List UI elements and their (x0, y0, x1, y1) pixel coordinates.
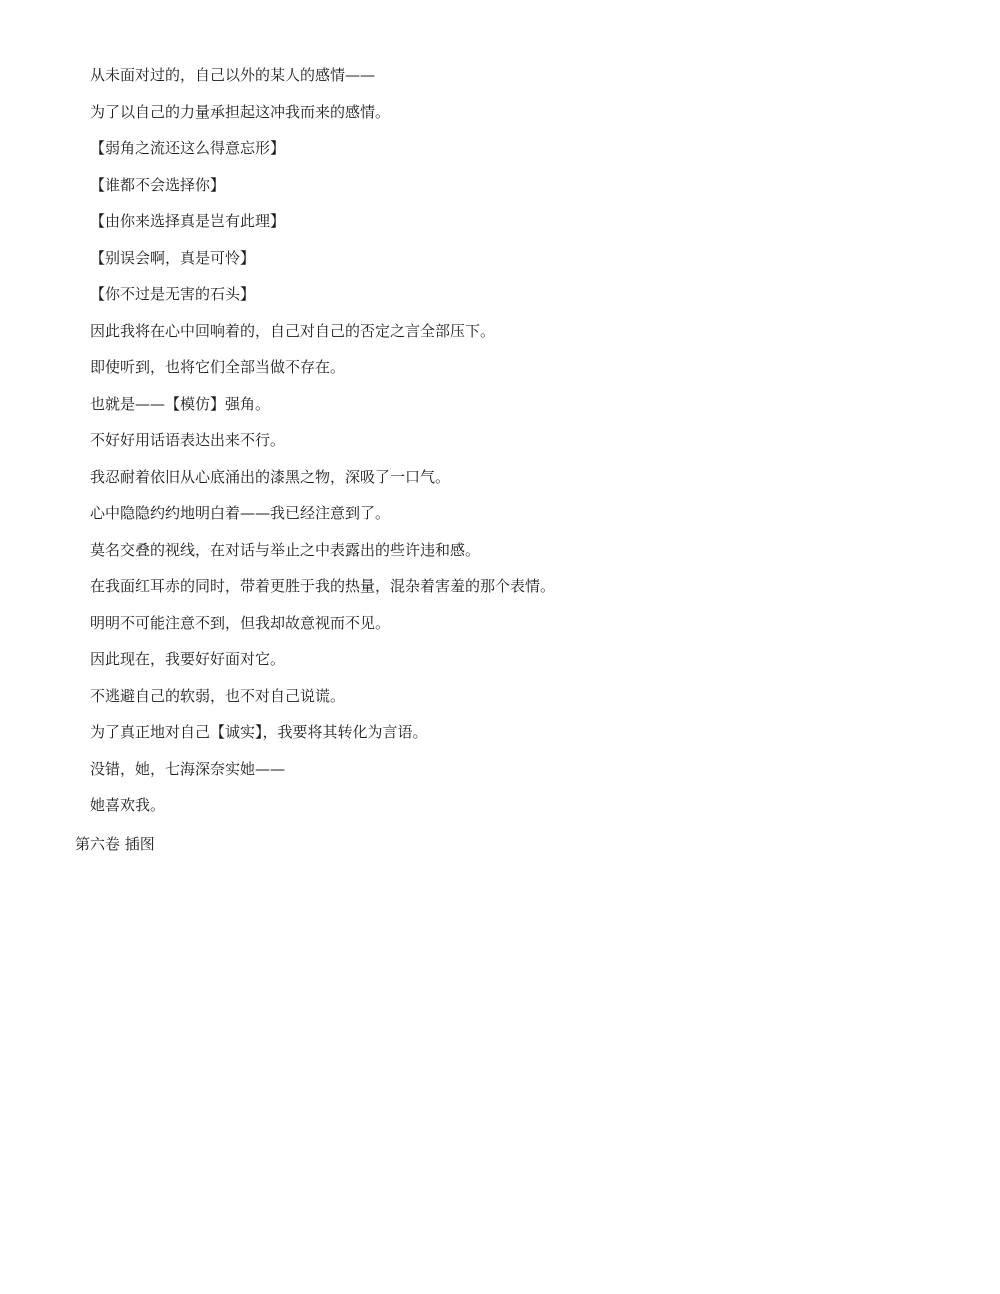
paragraph: 我忍耐着依旧从心底涌出的漆黑之物，深吸了一口气。 (90, 467, 451, 486)
paragraph: 为了以自己的力量承担起这冲我而来的感情。 (90, 102, 391, 121)
paragraph: 明明不可能注意不到，但我却故意视而不见。 (90, 613, 391, 632)
section-title: 第六卷 插图 (75, 835, 155, 853)
paragraph: 她喜欢我。 (90, 796, 166, 814)
paragraph: 在我面红耳赤的同时，带着更胜于我的热量，混杂着害羞的那个表情。 (90, 577, 556, 595)
paragraph: 【弱角之流还这么得意忘形】 (90, 139, 286, 157)
paragraph: 没错，她，七海深奈实她—— (90, 759, 286, 778)
paragraph: 【你不过是无害的石头】 (90, 285, 256, 303)
paragraph: 【谁都不会选择你】 (90, 175, 226, 194)
body-text (90, 62, 970, 829)
paragraph: 心中隐隐约约地明白着——我已经注意到了。 (90, 504, 391, 522)
paragraph: 为了真正地对自己【诚实】，我要将其转化为言语。 (90, 723, 428, 741)
paragraph: 莫名交叠的视线，在对话与举止之中表露出的些许违和感。 (90, 540, 481, 559)
paragraph: 也就是——【模仿】强角。 (90, 394, 271, 413)
paragraph: 从未面对过的，自己以外的某人的感情—— (90, 66, 376, 84)
paragraph: 因此现在，我要好好面对它。 (90, 650, 286, 668)
paragraph: 【别误会啊，真是可怜】 (90, 248, 256, 267)
paragraph: 【由你来选择真是岂有此理】 (90, 212, 286, 230)
paragraph: 不逃避自己的软弱，也不对自己说谎。 (90, 686, 346, 705)
paragraph: 因此我将在心中回响着的，自己对自己的否定之言全部压下。 (90, 321, 496, 340)
paragraph: 不好好用话语表达出来不行。 (90, 431, 286, 449)
paragraph: 即使听到，也将它们全部当做不存在。 (90, 358, 346, 376)
